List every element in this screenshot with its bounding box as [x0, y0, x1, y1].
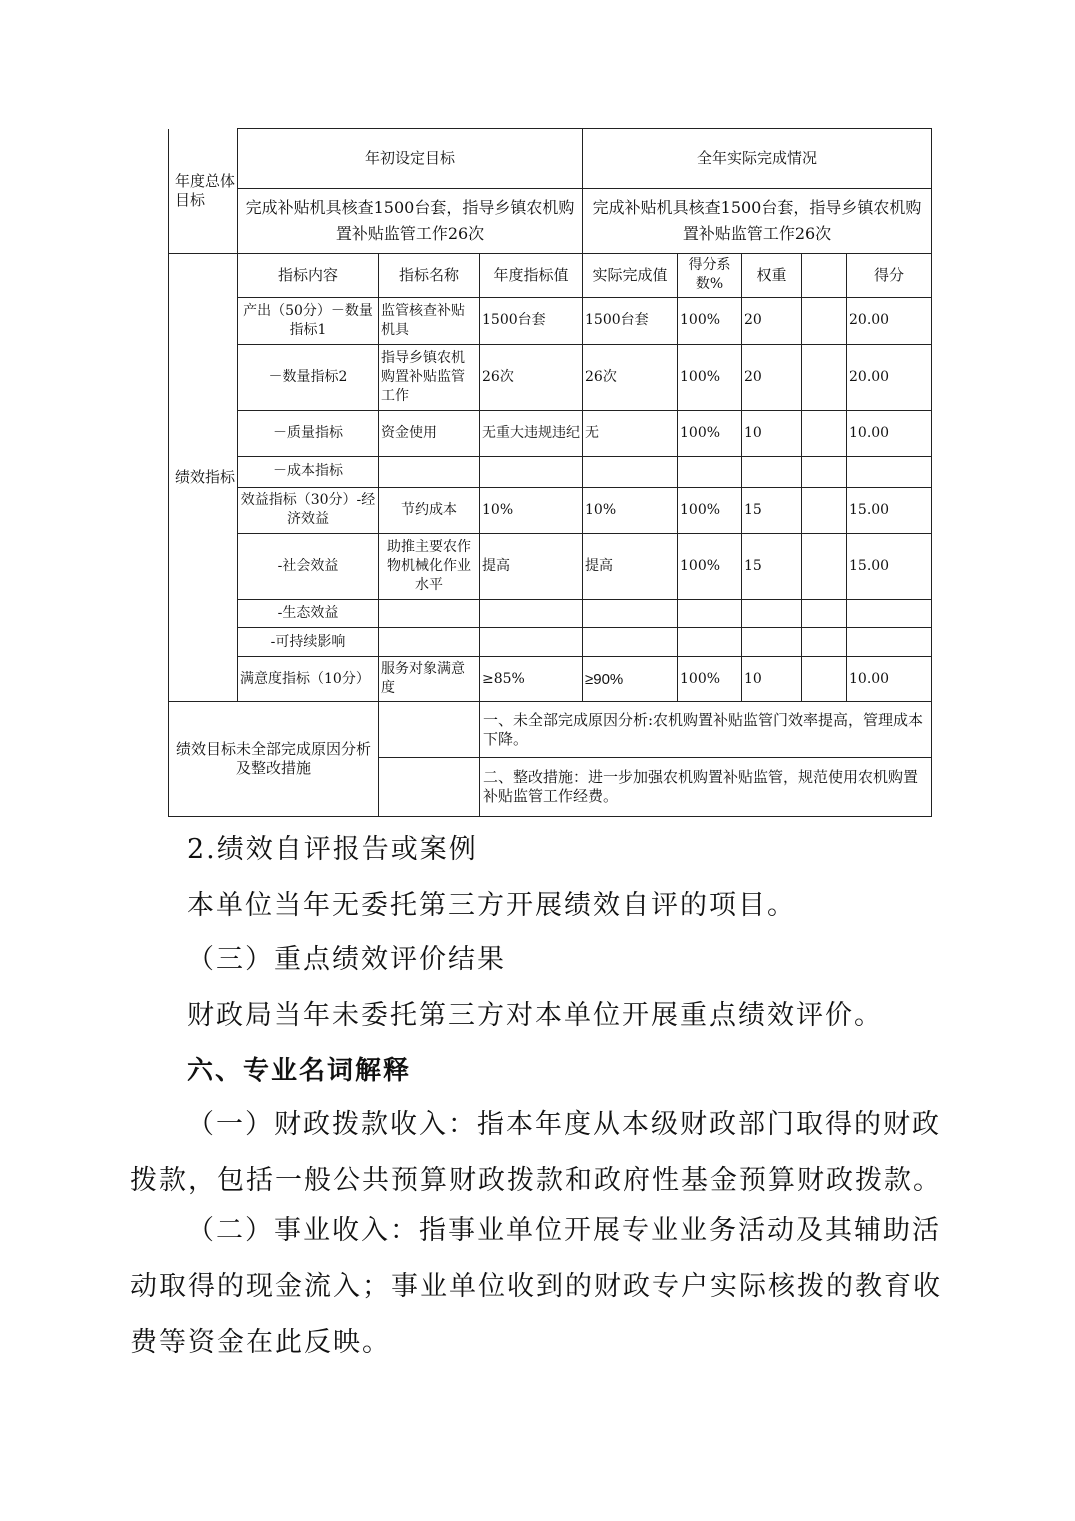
- indicator-actual: ≥90%: [583, 657, 678, 702]
- indicator-blank: [802, 599, 847, 627]
- analysis-measures: 二、整改措施：进一步加强农机购置补贴监管，规范使用农机购置补贴监管工作经费。: [480, 757, 932, 816]
- table-row: [169, 297, 932, 344]
- indicator-blank: [802, 487, 847, 533]
- indicator-coefficient: [678, 599, 742, 627]
- indicator-weight: 20: [742, 297, 802, 344]
- indicator-content: 效益指标（30分）-经济效益: [238, 487, 379, 533]
- indicator-name: 指导乡镇农机购置补贴监管工作: [379, 344, 480, 410]
- term-2-line-3: 费等资金在此反映。: [130, 1327, 391, 1358]
- actual-completion-text: 完成补贴机具核查1500台套，指导乡镇农机购置补贴监管工作26次: [583, 189, 932, 253]
- analysis-label: 绩效目标未全部完成原因分析及整改措施: [169, 702, 379, 817]
- term-2-line-1: （二）事业收入：指事业单位开展专业业务活动及其辅助活: [187, 1215, 941, 1246]
- indicator-name: [379, 628, 480, 657]
- indicator-actual: [583, 628, 678, 657]
- indicator-content: -社会效益: [238, 533, 379, 599]
- indicator-coefficient: 100%: [678, 411, 742, 457]
- indicator-blank: [802, 344, 847, 410]
- indicator-blank: [802, 411, 847, 457]
- indicator-score: 10.00: [847, 411, 932, 457]
- term-1-paragraph: [130, 1097, 940, 1209]
- indicator-name: 助推主要农作物机械化作业水平: [379, 533, 480, 599]
- indicator-score: [847, 628, 932, 657]
- initial-target-text: 完成补贴机具核查1500台套，指导乡镇农机购置补贴监管工作26次: [238, 189, 583, 253]
- indicator-coefficient: 100%: [678, 533, 742, 599]
- indicator-blank: [802, 297, 847, 344]
- indicator-target: 1500台套: [480, 297, 583, 344]
- indicator-actual: 提高: [583, 533, 678, 599]
- initial-target-header: 年初设定目标: [238, 129, 583, 189]
- performance-table: [168, 128, 932, 817]
- indicator-actual: 26次: [583, 344, 678, 410]
- indicator-name: 服务对象满意度: [379, 657, 480, 702]
- table-row: [169, 657, 932, 702]
- indicator-score: 20.00: [847, 344, 932, 410]
- indicator-coefficient: 100%: [678, 344, 742, 410]
- table-row: [169, 487, 932, 533]
- indicator-content: -生态效益: [238, 599, 379, 627]
- indicator-score: [847, 599, 932, 627]
- actual-completion-header: 全年实际完成情况: [583, 129, 932, 189]
- indicator-coefficient: 100%: [678, 487, 742, 533]
- indicator-weight: [742, 628, 802, 657]
- indicator-target: 10%: [480, 487, 583, 533]
- section-6-title: 六、专业名词解释: [187, 1056, 412, 1086]
- term-1-line-2: 拨款，包括一般公共预算财政拨款和政府性基金预算财政拨款。: [130, 1165, 942, 1196]
- analysis-reason: 一、未全部完成原因分析:农机购置补贴监管门效率提高，管理成本下降。: [480, 702, 932, 757]
- indicator-target: [480, 628, 583, 657]
- col-header-name: 指标名称: [379, 253, 480, 297]
- indicator-blank: [802, 533, 847, 599]
- indicator-weight: [742, 599, 802, 627]
- indicator-actual: 10%: [583, 487, 678, 533]
- indicator-name: 节约成本: [379, 487, 480, 533]
- indicator-weight: 10: [742, 411, 802, 457]
- term-2-paragraph: [130, 1203, 940, 1371]
- indicator-content: 产出（50分）－数量指标1: [238, 297, 379, 344]
- analysis-blank-top: [379, 702, 480, 757]
- indicator-weight: 20: [742, 344, 802, 410]
- indicator-score: 10.00: [847, 657, 932, 702]
- indicator-target: 26次: [480, 344, 583, 410]
- indicator-score: [847, 457, 932, 487]
- indicator-actual: 无: [583, 411, 678, 457]
- annual-goal-label: 年度总体目标: [169, 129, 238, 254]
- col-header-weight: 权重: [742, 253, 802, 297]
- indicator-coefficient: 100%: [678, 297, 742, 344]
- indicator-coefficient: [678, 628, 742, 657]
- table-row: [169, 628, 932, 657]
- section-2-title: 2.绩效自评报告或案例: [187, 834, 478, 865]
- indicator-blank: [802, 628, 847, 657]
- table-row: [169, 533, 932, 599]
- indicator-content: 满意度指标（10分）: [238, 657, 379, 702]
- indicator-actual: [583, 599, 678, 627]
- col-header-target: 年度指标值: [480, 253, 583, 297]
- table-row: [169, 599, 932, 627]
- indicator-score: 15.00: [847, 487, 932, 533]
- indicator-coefficient: 100%: [678, 657, 742, 702]
- indicator-actual: [583, 457, 678, 487]
- indicator-name: [379, 599, 480, 627]
- col-header-score: 得分: [847, 253, 932, 297]
- table-row: [169, 411, 932, 457]
- indicator-name: 资金使用: [379, 411, 480, 457]
- section-3-text: 财政局当年未委托第三方对本单位开展重点绩效评价。: [187, 1000, 883, 1031]
- indicator-content: -可持续影响: [238, 628, 379, 657]
- term-1-line-1: （一）财政拨款收入：指本年度从本级财政部门取得的财政: [187, 1109, 941, 1140]
- indicator-score: 15.00: [847, 533, 932, 599]
- performance-indicators-label: 绩效指标: [169, 253, 238, 702]
- section-2-text: 本单位当年无委托第三方开展绩效自评的项目。: [187, 890, 796, 921]
- table-row: [169, 344, 932, 410]
- indicator-target: [480, 599, 583, 627]
- indicator-content: －数量指标2: [238, 344, 379, 410]
- col-header-content: 指标内容: [238, 253, 379, 297]
- indicator-target: ≥85%: [480, 657, 583, 702]
- indicator-target: 提高: [480, 533, 583, 599]
- indicator-content: －质量指标: [238, 411, 379, 457]
- indicator-weight: 10: [742, 657, 802, 702]
- indicator-weight: 15: [742, 533, 802, 599]
- analysis-blank-bottom: [379, 757, 480, 816]
- indicator-score: 20.00: [847, 297, 932, 344]
- indicator-blank: [802, 657, 847, 702]
- section-3-title: （三）重点绩效评价结果: [187, 944, 506, 975]
- indicator-weight: [742, 457, 802, 487]
- col-header-coefficient: 得分系数%: [678, 253, 742, 297]
- indicator-target: 无重大违规违纪: [480, 411, 583, 457]
- indicator-target: [480, 457, 583, 487]
- table-row: [169, 457, 932, 487]
- indicator-name: 监管核查补贴机具: [379, 297, 480, 344]
- indicator-name: [379, 457, 480, 487]
- indicator-weight: 15: [742, 487, 802, 533]
- indicator-actual: 1500台套: [583, 297, 678, 344]
- term-2-line-2: 动取得的现金流入；事业单位收到的财政专户实际核拨的教育收: [130, 1271, 942, 1302]
- indicator-content: －成本指标: [238, 457, 379, 487]
- col-header-actual: 实际完成值: [583, 253, 678, 297]
- indicator-blank: [802, 457, 847, 487]
- col-header-blank: [802, 253, 847, 297]
- indicator-coefficient: [678, 457, 742, 487]
